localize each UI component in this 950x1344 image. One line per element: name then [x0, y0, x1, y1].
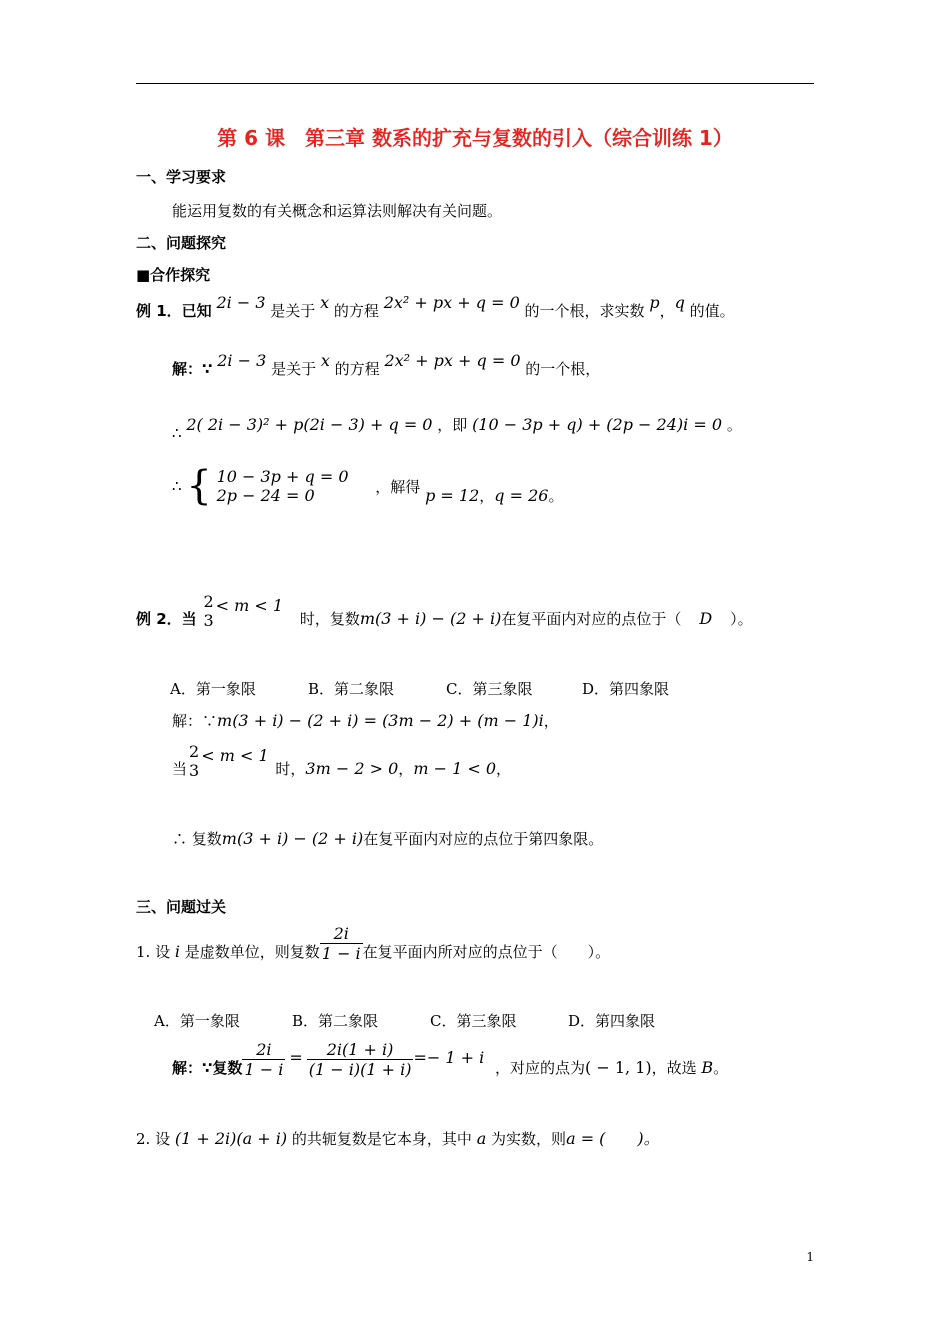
section-2-heading: 二、问题探究: [136, 234, 227, 252]
example-1-question: [136, 293, 735, 321]
var-x: x: [320, 351, 330, 370]
text: 在复平面内所对应的点位于（ ）。: [362, 943, 611, 961]
numerator: 2i: [333, 924, 349, 943]
complex-expr: m(3 + i) − (2 + i): [221, 829, 364, 848]
denominator: 1 − i: [321, 944, 361, 963]
therefore-symbol: ∴: [172, 477, 182, 495]
left-brace-icon: {: [186, 463, 212, 509]
text: ，故选: [651, 1059, 697, 1077]
example-2-option-b: B．第二象限: [308, 680, 395, 698]
equation-expanded: 2( 2i − 3)² + p(2i − 3) + q = 0: [186, 415, 433, 434]
text: 当: [172, 760, 188, 778]
var-x: x: [320, 293, 330, 312]
inequality: < m < 1: [215, 596, 284, 615]
numerator: 2i(1 + i): [326, 1040, 394, 1059]
solution-label: 解：∵: [172, 712, 218, 730]
fraction-2i-over-1-minus-i: [242, 1040, 285, 1079]
text: ，解得: [375, 477, 421, 496]
answer-choice: D: [699, 609, 713, 628]
text: ，: [659, 302, 675, 320]
text: 的值。: [689, 302, 735, 320]
denominator: 3: [203, 611, 214, 630]
fraction-2i-over-1-minus-i: [320, 924, 363, 963]
text: 。: [726, 416, 742, 434]
question-1-solution: [172, 1040, 728, 1079]
text: ，: [398, 760, 414, 778]
text: 的一个根，求实数: [524, 302, 645, 320]
example-2-option-d: D．第四象限: [582, 680, 670, 698]
expr-2i-3: 2i − 3: [216, 293, 266, 312]
text: ，即: [437, 416, 468, 434]
question-1-option-a: A．第一象限: [154, 1012, 240, 1030]
text: 在复平面内对应的点位于（: [501, 610, 682, 628]
result: =− 1 + i: [413, 1048, 485, 1067]
example-1-solution-line-3: [172, 463, 564, 509]
equation: 2x² + px + q = 0: [384, 351, 521, 370]
example-1-solution-line-1: [172, 351, 601, 379]
text: 时，复数: [299, 610, 360, 628]
example-2-option-a: A．第一象限: [170, 680, 256, 698]
text: ，: [479, 486, 495, 505]
fraction-rationalized: [307, 1040, 414, 1079]
var-i: i: [174, 942, 180, 961]
system-equation-1: 10 − 3p + q = 0: [216, 467, 349, 486]
question-1: [136, 924, 610, 963]
complex-expr: m(3 + i) − (2 + i): [359, 609, 502, 628]
condition-2: m − 1 < 0: [413, 759, 496, 778]
numerator: 2: [189, 742, 200, 761]
text: 的方程: [333, 302, 379, 320]
question-2-label: 2. 设: [136, 1130, 171, 1148]
text: ，对应的点为: [495, 1059, 586, 1077]
text: 是关于: [270, 302, 316, 320]
text: 在复平面内对应的点位于第四象限。: [363, 830, 604, 848]
inequality: < m < 1: [201, 746, 269, 765]
page-number: 1: [806, 1250, 814, 1264]
solution-expr: m(3 + i) − (2 + i) = (3m − 2) + (m − 1)i: [217, 711, 544, 730]
text: ）。: [730, 610, 753, 628]
equation: 2x² + px + q = 0: [383, 293, 520, 312]
question-1-option-b: B．第二象限: [292, 1012, 379, 1030]
equals-sign: =: [289, 1048, 303, 1067]
answer-choice: B: [701, 1058, 714, 1077]
text: 的共轭复数是它本身，其中: [291, 1130, 472, 1148]
example-2-option-c: C．第三象限: [446, 680, 533, 698]
answer-blank: a = ( )。: [566, 1129, 660, 1148]
question-1-option-c: C．第三象限: [430, 1012, 517, 1030]
fraction-2-3: [187, 742, 201, 780]
example-2-label: 例 2．当: [136, 610, 197, 628]
example-1-label: 例 1．已知: [136, 302, 212, 320]
text: 。: [548, 486, 564, 505]
section-2-sub: ■合作探究: [136, 266, 211, 284]
text: 的方程: [334, 360, 380, 378]
text: 是虚数单位，则复数: [184, 943, 320, 961]
text: 为实数，则: [491, 1130, 567, 1148]
section-3-heading: 三、问题过关: [136, 898, 227, 916]
header-rule: [136, 83, 814, 84]
denominator: 1 − i: [244, 1060, 284, 1079]
var-a: a: [476, 1129, 487, 1148]
q-value: q = 26: [494, 485, 549, 505]
condition-1: 3m − 2 > 0: [305, 759, 399, 778]
complex-product: (1 + 2i)(a + i): [174, 1129, 288, 1148]
section-1-heading: 一、学习要求: [136, 168, 227, 186]
solution-label: 解：∵复数: [172, 1059, 243, 1077]
text: 时，: [275, 760, 306, 778]
text: ，: [543, 712, 559, 730]
fraction-2-3: [201, 592, 215, 630]
point-coords: ( − 1, 1): [585, 1058, 652, 1077]
numerator: 2i: [256, 1040, 272, 1059]
p-value: p = 12: [425, 485, 480, 505]
text: 的一个根，: [525, 360, 601, 378]
question-1-option-d: D．第四象限: [568, 1012, 656, 1030]
question-2: [136, 1126, 660, 1149]
denominator: (1 − i)(1 + i): [308, 1060, 412, 1079]
text: ∴ 复数: [172, 830, 222, 848]
question-1-label: 1. 设: [136, 943, 171, 961]
section-1-body: 能运用复数的有关概念和运算法则解决有关问题。: [172, 202, 503, 220]
denominator: 3: [189, 761, 200, 780]
text: 是关于: [271, 360, 317, 378]
example-1-solution-line-2: [172, 414, 742, 442]
example-2-solution-line-1: [172, 710, 559, 731]
system-equation-2: 2p − 24 = 0: [216, 486, 315, 505]
var-q: q: [674, 293, 685, 312]
example-2-solution-line-2: [172, 742, 511, 780]
example-2-question: [136, 592, 753, 630]
text: ，: [496, 760, 512, 778]
text: 。: [713, 1059, 729, 1077]
solution-label: 解：∵: [172, 360, 213, 378]
page-title: 第 6 课 第三章 数系的扩充与复数的引入（综合训练 1）: [217, 126, 733, 150]
equation-grouped: (10 − 3p + q) + (2p − 24)i = 0: [472, 415, 723, 434]
equation-system: [186, 463, 349, 509]
expr-2i-3: 2i − 3: [217, 351, 267, 370]
example-2-conclusion: [172, 828, 603, 849]
numerator: 2: [203, 592, 214, 611]
therefore-symbol: ∴: [172, 424, 182, 442]
var-p: p: [649, 293, 660, 312]
